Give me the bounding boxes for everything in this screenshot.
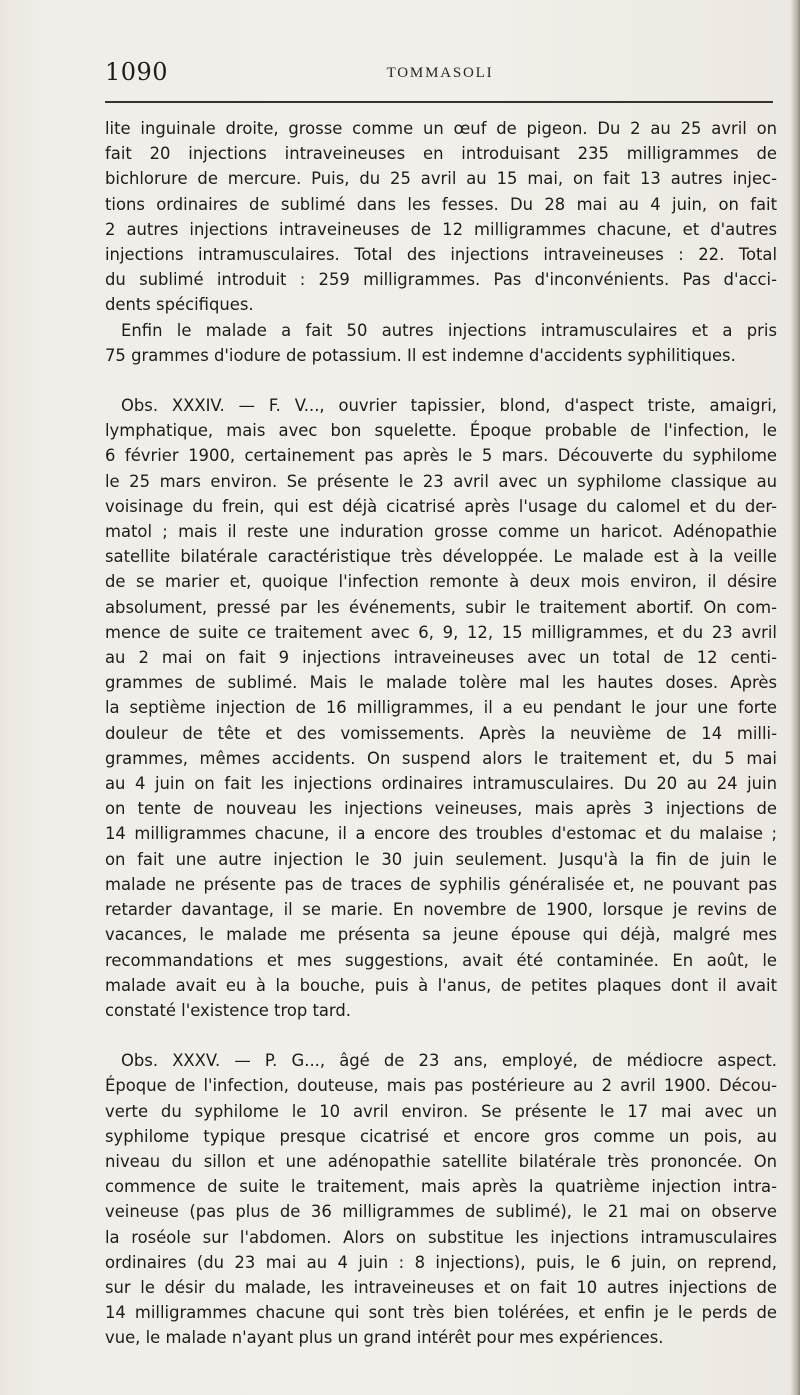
text-line: grammes de sublimé. Mais le malade tolère mal les hautes doses. Après <box>105 673 777 693</box>
text-line: Obs. XXXV. — P. G..., âgé de 23 ans, employé, de médiocre aspect. <box>121 1051 777 1071</box>
text-line: niveau du sillon et une adénopathie satellite bilatérale très prononcée. On <box>105 1151 777 1171</box>
text-line: du sublimé introduit : 259 milligrammes. Pas d'inconvénients. Pas d'acci- <box>105 270 777 290</box>
paragraph-p2 <box>105 318 777 368</box>
text-line: Époque de l'infection, douteuse, mais pas postérieure au 2 avril 1900. Décou- <box>105 1076 777 1096</box>
text-line: malade avait eu à la bouche, puis à l'anus, de petites plaques dont il avait <box>105 975 777 995</box>
text-line: grammes, mêmes accidents. On suspend alors le traitement et, du 5 mai <box>105 748 777 768</box>
paragraph-p3 <box>105 393 777 1023</box>
text-line: mence de suite ce traitement avec 6, 9, 12, 15 milligrammes, et du 23 avril <box>105 622 777 642</box>
text-line: constaté l'existence trop tard. <box>105 1000 351 1020</box>
text-line: Obs. XXXIV. — F. V..., ouvrier tapissier, blond, d'aspect triste, amaigri, <box>121 396 777 416</box>
text-line: verte du syphilome le 10 avril environ. Se présente le 17 mai avec un <box>105 1101 777 1121</box>
text-line: de se marier et, quoique l'infection remonte à deux mois environ, il désire <box>105 572 777 592</box>
paragraph-p1 <box>105 116 777 318</box>
text-line: recommandations et mes suggestions, avait été contaminée. En août, le <box>105 950 777 970</box>
text-line: la septième injection de 16 milligrammes, il a eu pendant le jour une forte <box>105 698 777 718</box>
text-line: douleur de tête et des vomissements. Après la neuvième de 14 milli- <box>105 723 777 743</box>
text-line: sur le désir du malade, les intraveineuses et on fait 10 autres injections de <box>105 1277 777 1297</box>
paragraph-gap <box>105 1023 777 1048</box>
header-rule <box>105 101 773 103</box>
text-line: le 25 mars environ. Se présente le 23 avril avec un syphilome classique au <box>105 471 777 491</box>
text-line: satellite bilatérale caractéristique très développée. Le malade est à la veille <box>105 547 777 567</box>
text-line: la roséole sur l'abdomen. Alors on substitue les injections intramusculaires <box>105 1227 777 1247</box>
text-line: absolument, pressé par les événements, subir le traitement abortif. On com- <box>105 597 777 617</box>
text-line: vacances, le malade me présenta sa jeune épouse qui déjà, malgré mes <box>105 925 777 945</box>
text-line: injections intramusculaires. Total des injections intraveineuses : 22. Total <box>105 245 777 265</box>
text-line: 14 milligrammes chacune qui sont très bien tolérées, et enfin je le perds de <box>105 1303 777 1323</box>
text-line: Enfin le malade a fait 50 autres injections intramusculaires et a pris <box>121 320 777 340</box>
text-line: au 2 mai on fait 9 injections intraveineuses avec un total de 12 centi- <box>105 648 777 668</box>
text-line: veineuse (pas plus de 36 milligrammes de sublimé), le 21 mai on observe <box>105 1202 777 1222</box>
text-line: dents spécifiques. <box>105 295 254 315</box>
text-line: 75 grammes d'iodure de potassium. Il est indemne d'accidents syphilitiques. <box>105 345 736 365</box>
body-text <box>105 116 777 1351</box>
paragraph-p4 <box>105 1048 777 1350</box>
text-line: matol ; mais il reste une induration grosse comme un haricot. Adénopathie <box>105 522 777 542</box>
text-line: lite inguinale droite, grosse comme un œuf de pigeon. Du 2 au 25 avril on <box>105 119 777 138</box>
paragraph-gap <box>105 368 777 393</box>
text-line: voisinage du frein, qui est déjà cicatrisé après l'usage du calomel et du der- <box>105 496 777 516</box>
page-header <box>105 58 775 92</box>
text-line: tions ordinaires de sublimé dans les fesses. Du 28 mai au 4 juin, on fait <box>105 194 777 214</box>
text-line: lymphatique, mais avec bon squelette. Époque probable de l'infection, le <box>105 421 777 441</box>
text-line: on fait une autre injection le 30 juin seulement. Jusqu'à la fin de juin le <box>105 849 777 869</box>
text-line: fait 20 injections intraveineuses en introduisant 235 milligrammes de <box>105 144 777 164</box>
text-line: syphilome typique presque cicatrisé et encore gros comme un pois, au <box>105 1126 777 1146</box>
text-line: vue, le malade n'ayant plus un grand intérêt pour mes expériences. <box>105 1328 664 1348</box>
text-line: ordinaires (du 23 mai au 4 juin : 8 injections), puis, le 6 juin, on reprend, <box>105 1252 777 1272</box>
text-line: retarder davantage, il se marie. En novembre de 1900, lorsque je revins de <box>105 900 777 920</box>
text-line: on tente de nouveau les injections veineuses, mais après 3 injections de <box>105 799 777 819</box>
page-spine-shadow <box>790 0 800 1395</box>
text-line: 2 autres injections intraveineuses de 12 milligrammes chacune, et d'autres <box>105 219 777 239</box>
text-line: au 4 juin on fait les injections ordinaires intramusculaires. Du 20 au 24 juin <box>105 774 777 794</box>
text-line: bichlorure de mercure. Puis, du 25 avril au 15 mai, on fait 13 autres injec- <box>105 169 777 189</box>
text-line: 6 février 1900, certainement pas après le 5 mars. Découverte du syphilome <box>105 446 777 466</box>
text-line: commence de suite le traitement, mais après la quatrième injection intra- <box>105 1177 777 1197</box>
text-line: 14 milligrammes chacune, il a encore des troubles d'estomac et du malaise ; <box>105 824 777 844</box>
running-head: TOMMASOLI <box>386 65 494 81</box>
text-line: malade ne présente pas de traces de syphilis généralisée et, ne pouvant pas <box>105 874 777 894</box>
page-number: 1090 <box>105 58 169 86</box>
